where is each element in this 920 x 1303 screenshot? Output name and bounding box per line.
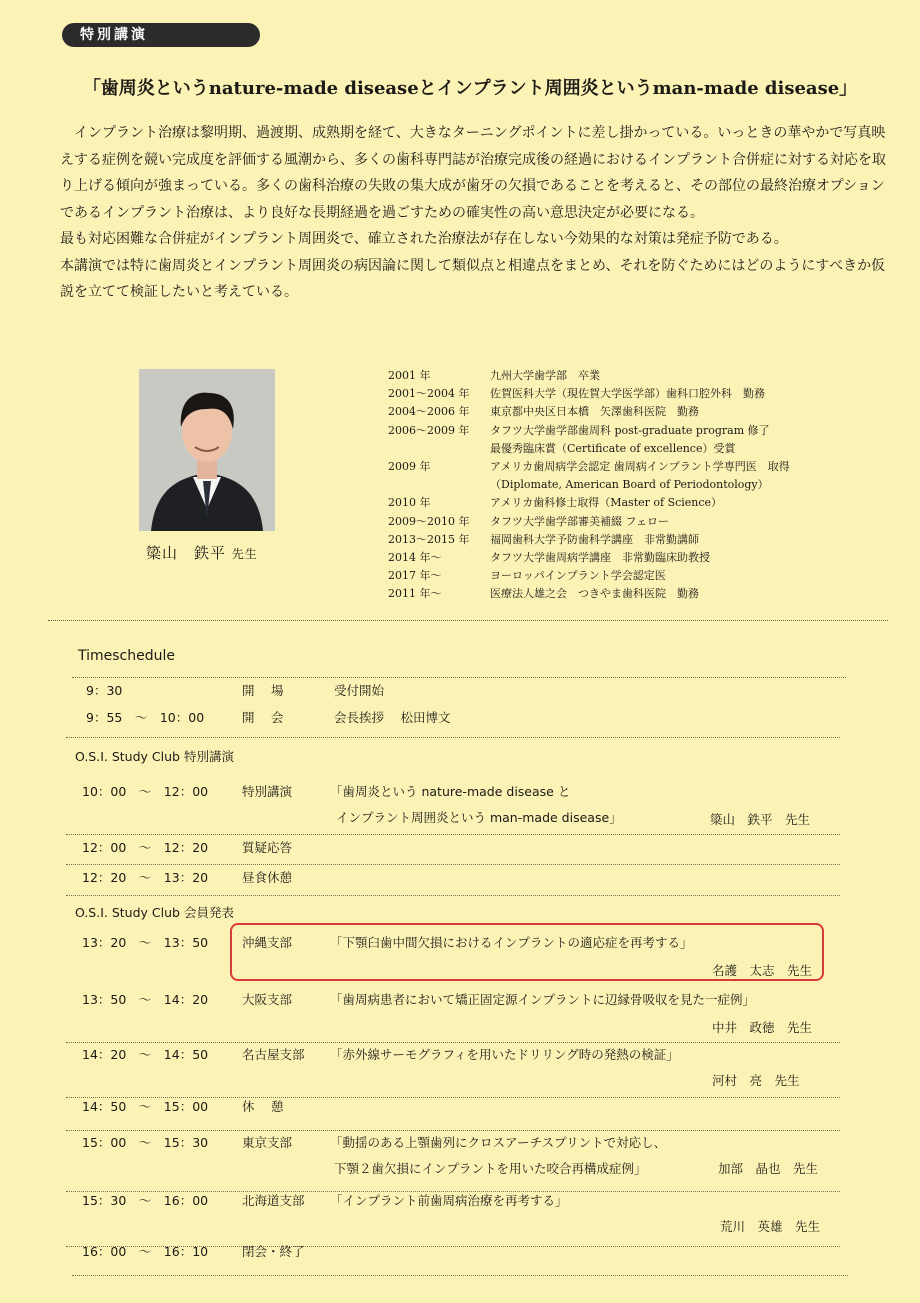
bio-row <box>388 513 790 531</box>
row-speaker: 名護 太志 先生 <box>712 963 813 978</box>
schedule-divider <box>66 895 840 896</box>
schedule-row-hokkaido <box>78 1191 848 1237</box>
bio-row <box>388 531 790 549</box>
speaker-photo <box>139 369 275 531</box>
bio-year: 2006～2009 年 <box>388 423 470 437</box>
row-time: 14：50 ～ 15：00 <box>82 1099 209 1114</box>
row-label: 閉会・終了 <box>242 1244 305 1259</box>
schedule-row-osaka <box>78 990 848 1036</box>
bio-year: 2010 年 <box>388 496 431 510</box>
timeschedule-title: Timeschedule <box>78 648 176 664</box>
row-title: 「インプラント前歯周病治療を再考する」 <box>330 1193 568 1208</box>
row-time: 15：00 ～ 15：30 <box>82 1135 209 1150</box>
row-speaker: 簗山 鉄平 先生 <box>710 812 811 827</box>
row-speaker: 荒川 英雄 先生 <box>720 1219 821 1234</box>
bio-year: 2009～2010 年 <box>388 514 470 528</box>
schedule-divider <box>72 677 846 678</box>
bio-row <box>388 367 790 385</box>
section-badge: 特別講演 <box>62 23 260 47</box>
intro-text <box>60 120 890 306</box>
highlight-box <box>230 923 824 981</box>
speaker-name <box>146 542 258 563</box>
row-time: 10：00 ～ 12：00 <box>82 784 209 799</box>
row-content: 受付開始 <box>334 683 385 698</box>
schedule-row-lecture <box>78 782 848 832</box>
section-heading-members: O.S.I. Study Club 会員発表 <box>75 905 234 920</box>
schedule-row-opening-ceremony <box>78 708 848 730</box>
bio-row <box>388 458 790 476</box>
schedule-divider <box>66 1130 840 1131</box>
row-label: 昼食休憩 <box>242 870 293 885</box>
schedule-divider <box>66 864 840 865</box>
row-time: 9：55 ～ 10：00 <box>86 710 205 725</box>
bio-text: タフツ大学歯周病学講座 非常勤臨床助教授 <box>490 551 710 565</box>
bio-row <box>388 567 790 585</box>
speaker-honorific: 先生 <box>231 547 258 561</box>
schedule-row-break <box>78 1097 848 1119</box>
row-label: 特別講演 <box>242 784 293 799</box>
row-label: 休 憩 <box>242 1099 284 1114</box>
schedule-row-nagoya <box>78 1045 848 1091</box>
bio-year: 2014 年～ <box>388 551 442 565</box>
bio-text: 佐賀医科大学（現佐賀大学医学部）歯科口腔外科 勤務 <box>490 387 765 401</box>
bio-year: 2001～2004 年 <box>388 387 470 401</box>
row-time: 12：20 ～ 13：20 <box>82 870 209 885</box>
bio-year: 2013～2015 年 <box>388 532 470 546</box>
row-label: 質疑応答 <box>242 840 293 855</box>
schedule-row-closing <box>78 1242 848 1264</box>
bio-text: （Diplomate, American Board of Periodontology） <box>490 478 769 492</box>
row-title: 「下顎臼歯中間欠損におけるインプラントの適応症を再考する」 <box>330 935 693 950</box>
bio-year: 2009 年 <box>388 460 431 474</box>
schedule-divider <box>66 834 840 835</box>
intro-paragraph-3: 本講演では特に歯周炎とインプラント周囲炎の病因論に関して類似点と相違点をまとめ、それを防ぐためにはどのようにすべきか仮説を立てて検証したいと考えている。 <box>60 257 886 300</box>
schedule-divider <box>66 737 840 738</box>
bio-year <box>388 440 490 458</box>
bottom-divider <box>72 1275 848 1276</box>
timeschedule <box>75 677 848 1259</box>
intro-paragraph-1: インプラント治療は黎明期、過渡期、成熟期を経て、大きなターニングポイントに差し掛かっている。いっときの華やかで写真映えする症例を競い完成度を評価する風潮から、多くの歯科専門誌が治療完成後の経過におけるインプラント合併症に対する対応を取り上げる傾向が強まっている。多くの歯科治療の失敗の集大成が歯牙の欠損であることを考えると、その部位の最終治療オプションであるインプラント治療は、より良好な長期経過を過ごすための確実性の高い意思決定が必要になる。 <box>60 125 886 221</box>
row-branch: 東京支部 <box>242 1135 293 1150</box>
row-time: 16：00 ～ 16：10 <box>82 1244 209 1259</box>
row-speaker: 中井 政徳 先生 <box>712 1020 813 1035</box>
bio-row <box>388 549 790 567</box>
row-title: 「歯周病患者において矯正固定源インプラントに辺縁骨吸収を見た一症例」 <box>330 992 756 1007</box>
bio-year: 2017 年～ <box>388 569 442 583</box>
row-content: 会長挨拶 松田博文 <box>334 710 451 725</box>
row-time: 14：20 ～ 14：50 <box>82 1047 209 1062</box>
row-title: 「赤外線サーモグラフィを用いたドリリング時の発熱の検証」 <box>330 1047 679 1062</box>
bio-text: ヨーロッパインプラント学会認定医 <box>490 569 666 583</box>
row-time: 9：30 <box>86 683 123 698</box>
row-title-2: 下顎２歯欠損にインプラントを用いた咬合再構成症例」 <box>334 1161 647 1176</box>
row-content-2: インプラント周囲炎という man-made disease」 <box>336 810 622 825</box>
row-label: 開 会 <box>242 710 284 725</box>
row-speaker: 河村 亮 先生 <box>712 1073 800 1088</box>
schedule-row-qa <box>78 838 848 860</box>
bio-text: 医療法人雄之会 つきやま歯科医院 勤務 <box>490 587 699 601</box>
bio-text: 最優秀臨床賞（Certificate of excellence）受賞 <box>490 441 736 455</box>
row-speaker: 加部 晶也 先生 <box>718 1161 819 1176</box>
bio-text: アメリカ歯科修士取得（Master of Science） <box>490 496 723 510</box>
bio-text: アメリカ歯周病学会認定 歯周病インプラント学専門医 取得 <box>490 460 790 474</box>
bio-text: タフツ大学歯学部審美補綴 フェロー <box>490 514 669 528</box>
schedule-divider <box>66 1042 840 1043</box>
bio-year: 2004～2006 年 <box>388 405 470 419</box>
bio-row <box>388 422 790 440</box>
schedule-row-tokyo <box>78 1133 848 1179</box>
bio-row <box>388 494 790 512</box>
bio-year: 2001 年 <box>388 369 431 382</box>
bio-text: 福岡歯科大学予防歯科学講座 非常勤講師 <box>490 532 699 546</box>
row-time: 13：20 ～ 13：50 <box>82 935 209 950</box>
row-branch: 名古屋支部 <box>242 1047 305 1062</box>
row-title: 「動揺のある上顎歯列にクロスアーチスプリントで対応し、 <box>330 1135 667 1150</box>
bio-text: 九州大学歯学部 卒業 <box>490 369 600 382</box>
bio-text: タフツ大学歯学部歯周科 post-graduate program 修了 <box>490 423 770 437</box>
row-time: 13：50 ～ 14：20 <box>82 992 209 1007</box>
bio-row <box>388 403 790 421</box>
lecture-title: 「歯周炎というnature-made diseaseとインプラント周囲炎というman-made disease」 <box>82 78 858 99</box>
row-time: 15：30 ～ 16：00 <box>82 1193 209 1208</box>
section-heading-special: O.S.I. Study Club 特別講演 <box>75 749 234 764</box>
row-branch: 北海道支部 <box>242 1193 305 1208</box>
bio-row <box>388 585 790 603</box>
bio-text: 東京都中央区日本橋 矢澤歯科医院 勤務 <box>490 405 699 419</box>
bio-row <box>388 476 790 494</box>
section-divider <box>48 620 888 621</box>
speaker-biography <box>388 367 790 604</box>
schedule-row-open <box>78 681 848 703</box>
schedule-row-lunch <box>78 868 848 890</box>
row-content: 「歯周炎という nature-made disease と <box>330 784 571 799</box>
row-branch: 沖縄支部 <box>242 935 293 950</box>
speaker-name-text: 簗山 鉄平 <box>146 544 227 562</box>
intro-paragraph-2: 最も対応困難な合併症がインプラント周囲炎で、確立された治療法が存在しない今効果的な対策は発症予防である。 <box>60 231 788 247</box>
row-time: 12：00 ～ 12：20 <box>82 840 209 855</box>
bio-year: 2011 年～ <box>388 587 442 601</box>
bio-row <box>388 440 790 458</box>
row-label: 開 場 <box>242 683 284 698</box>
bio-row <box>388 385 790 403</box>
row-branch: 大阪支部 <box>242 992 293 1007</box>
bio-year <box>388 476 490 494</box>
